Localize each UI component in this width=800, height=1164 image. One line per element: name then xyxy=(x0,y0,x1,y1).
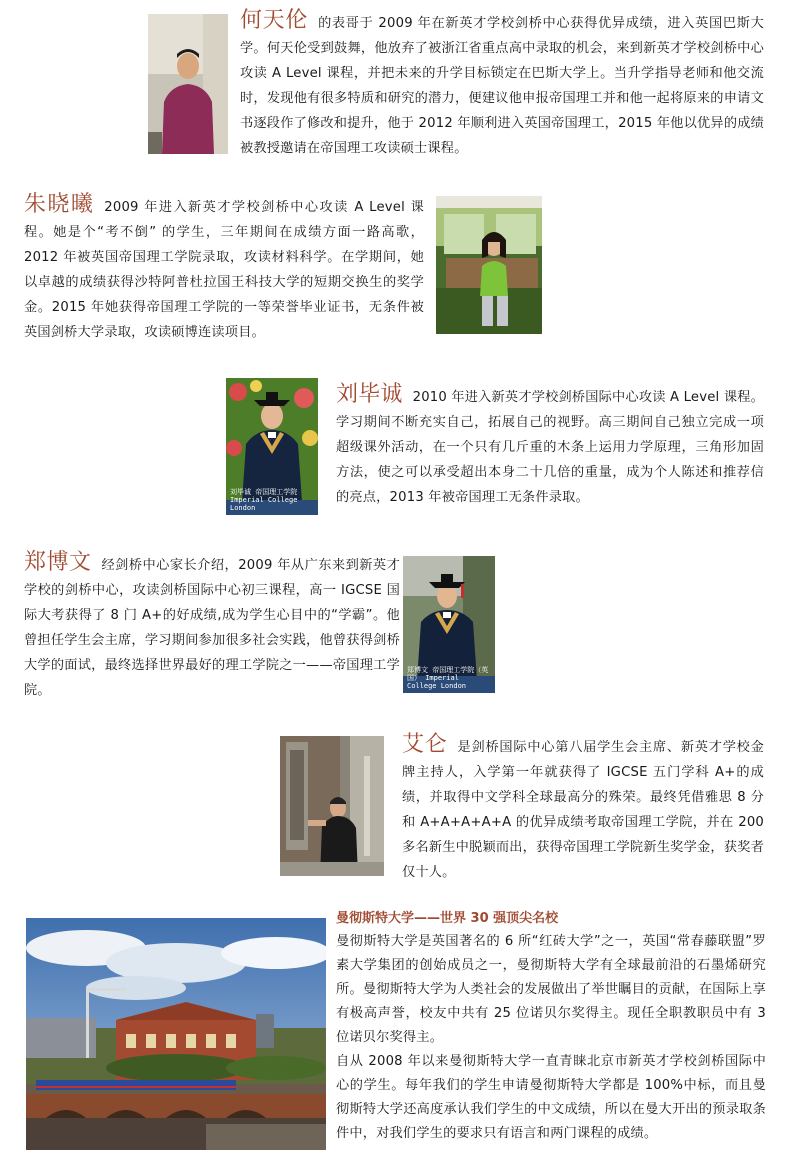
profile-zheng-bowen xyxy=(24,550,400,703)
section-title: 曼彻斯特大学——世界 30 强顶尖名校 xyxy=(336,911,559,926)
profile-name: 艾仑 xyxy=(402,732,448,757)
manchester-paragraph-1: 曼彻斯特大学是英国著名的 6 所“红砖大学”之一，英国“常春藤联盟”罗素大学集团的创始成员之一，曼彻斯特大学有全球最前沿的石墨烯研究所。曼彻斯特大学为人类社会的发展做出了举世瞩目的贡献，在国际上享有极高声誉，校友中共有 25 位诺贝尔奖得主。现任全职教职员中有 3 位诺贝尔奖得主。 xyxy=(336,934,766,1045)
photo-zhu-xiaoxi xyxy=(436,196,542,334)
profile-text: 经剑桥中心家长介绍，2009 年从广东来到新英才学校的剑桥中心，攻读剑桥国际中心初三课程，高一 IGCSE 国际大考获得了 8 门 A+的好成绩,成为学生心目中的“学霸”。他曾担任学生会主席，学习期间参加很多社会实践，他曾获得剑桥大学的面试，最终选择世界最好的理工学院之一——帝国理工学院。 xyxy=(24,558,400,698)
profile-he-tianlun xyxy=(240,8,764,161)
manchester-section xyxy=(336,908,766,1146)
photo-he-tianlun xyxy=(148,14,228,154)
profile-text: 是剑桥国际中心第八届学生会主席、新英才学校金牌主持人，入学第一年就获得了 IGCSE 五门学科 A+的成绩，并取得中文学科全球最高分的殊荣。最终凭借雅思 8 分和 A+A+A+A+A 的优异成绩考取帝国理工学院，并在 200 多名新生中脱颖而出，获得帝国理工学院新生奖学金，获奖者仅十人。 xyxy=(402,740,764,880)
campus-panorama-image xyxy=(26,918,326,1150)
person-portrait-image xyxy=(280,736,384,876)
profile-text: 2009 年进入新英才学校剑桥中心攻读 A Level 课程。她是个“考不倒” 的学生，三年期间在成绩方面一路高歌，2012 年被英国帝国理工学院录取，攻读材料科学。在学期间，她以卓越的成绩获得沙特阿普杜拉国王科技大学的短期交换生的奖学金。2015 年她获得帝国理工学院的一等荣誉毕业证书，无条件被英国剑桥大学录取，攻读硕博连读项目。 xyxy=(24,200,424,340)
photo-ai-lun xyxy=(280,736,384,876)
photo-zheng-bowen xyxy=(403,556,495,693)
person-portrait-image xyxy=(436,196,542,334)
profile-text: 的表哥于 2009 年在新英才学校剑桥中心获得优异成绩，进入英国巴斯大学。何天伦受到鼓舞，他放弃了被浙江省重点高中录取的机会，来到新英才学校剑桥中心攻读 A Level 课程，并把未来的升学目标锁定在巴斯大学上。当升学指导老师和他交流时，发现他有很多特质和研究的潜力，便建议他申报帝国理工并和他一起将原来的申请文书逐段作了修改和提升，他于 2012 年顺利进入英国帝国理工，2015 年他以优异的成绩被教授邀请在帝国理工攻读硕士课程。 xyxy=(240,16,764,156)
profile-liu-bicheng xyxy=(336,382,764,510)
profile-text: 2010 年进入新英才学校剑桥国际中心攻读 A Level 课程。学习期间不断充实自己，拓展自己的视野。高三期间自己独立完成一项超级课外活动，在一个只有几斤重的木条上运用力学原理，三角形加固方法，使之可以承受超出本身二十几倍的重量，成为个人陈述和推荐信的亮点，2013 年被帝国理工无条件录取。 xyxy=(336,390,764,505)
profile-ai-lun xyxy=(402,732,764,885)
photo-manchester-campus xyxy=(26,918,326,1150)
profile-name: 朱晓曦 xyxy=(24,192,95,217)
profile-name: 何天伦 xyxy=(240,8,309,33)
profile-zhu-xiaoxi xyxy=(24,192,424,345)
photo-caption: 刘毕诚 帝国理工学院 Imperial College London xyxy=(230,488,298,512)
manchester-paragraph-2: 自从 2008 年以来曼彻斯特大学一直青睐北京市新英才学校剑桥国际中心的学生。每年我们的学生申请曼彻斯特大学都是 100%中标，而且曼彻斯特大学还高度承认我们学生的中文成绩，所以在曼大开出的预录取条件中，对我们学生的要求只有语言和两门课程的成绩。 xyxy=(336,1054,766,1141)
photo-liu-bicheng xyxy=(226,378,318,515)
person-portrait-image xyxy=(148,14,228,154)
photo-caption: 郑博文 帝国理工学院（英国） Imperial College London xyxy=(407,666,489,690)
profile-name: 刘毕诚 xyxy=(336,382,403,407)
profile-name: 郑博文 xyxy=(24,550,92,575)
